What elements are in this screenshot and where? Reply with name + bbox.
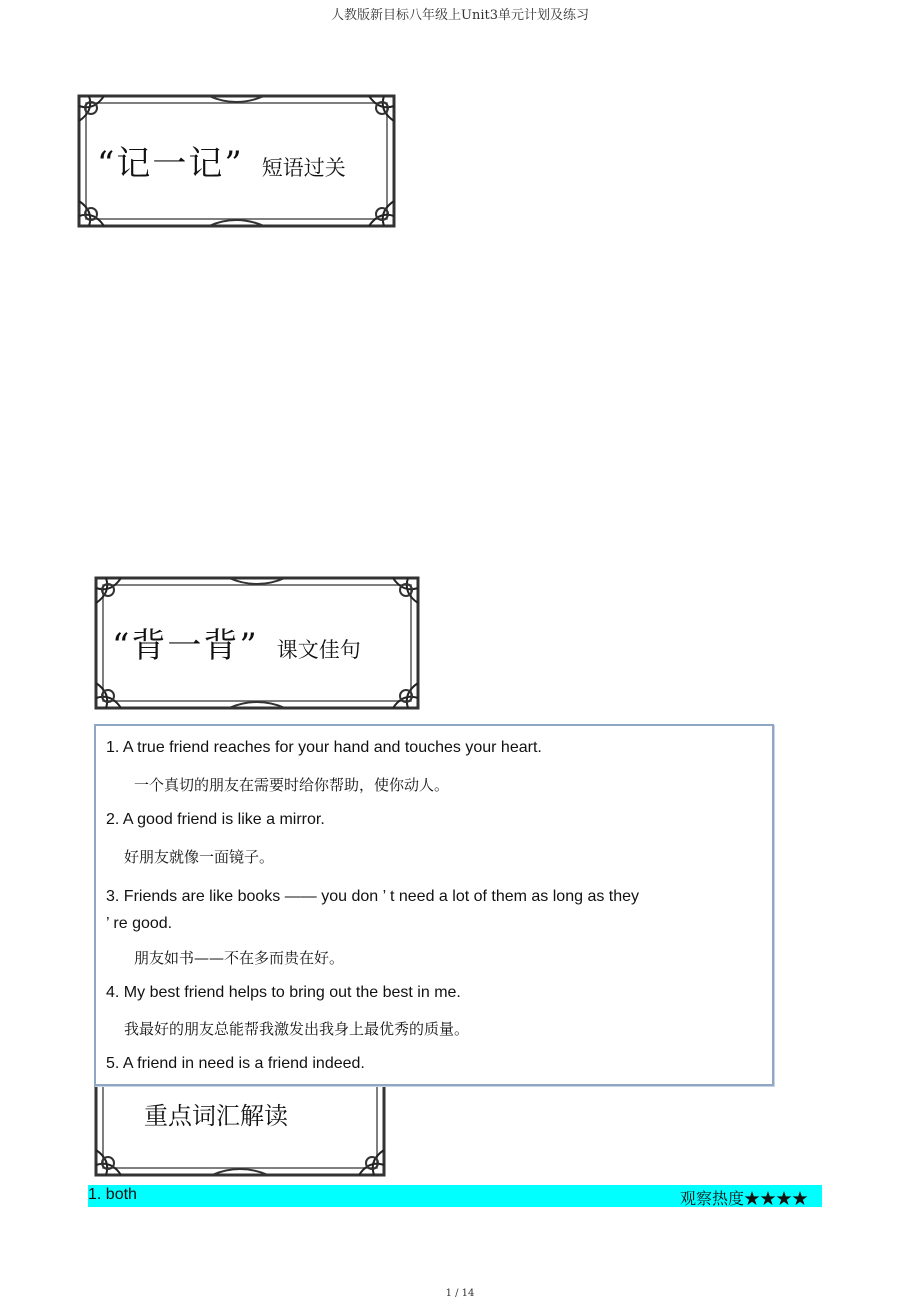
heat-rating: 观察热度★★★★ [679,1189,808,1208]
sentences-box [94,724,774,1086]
page-header: 人教版新目标八年级上Unit3单元计划及练习 [331,8,589,23]
sentence-cn: 一个真切的朋友在需要时给你帮助，使你动人。 [134,776,450,794]
frame-title: 重点词汇解读 [144,1102,288,1130]
sentence-en: 1. A true friend reaches for your hand and touches your heart. [106,739,542,756]
vocab-word: 1. both [88,1186,137,1203]
frame-title [97,136,346,185]
frame-subtitle: 课文佳句 [276,638,361,662]
frame-quote: “背一背” [112,626,259,666]
sentence-en: 2. A good friend is like a mirror. [106,811,325,828]
vocab-heading-bar [88,1185,822,1207]
sentence-cn: 我最好的朋友总能帮我激发出我身上最优秀的质量。 [124,1020,470,1038]
frame-quote: “记一记” [97,144,244,184]
sentence-cn: 朋友如书——不在多而贵在好。 [134,949,345,967]
frame-title [112,618,361,667]
section-frame-phrases [69,86,404,236]
sentence-en: 5. A friend in need is a friend indeed. [106,1055,365,1072]
sentence-cn: 好朋友就像一面镜子。 [124,848,275,866]
sentence-en: 3. Friends are like books —— you don ’ t need a lot of them as long as they [106,888,640,905]
page-number: 1 / 14 [445,1288,475,1299]
sentence-en: 4. My best friend helps to bring out the best in me. [106,984,461,1001]
frame-subtitle: 短语过关 [261,156,346,180]
section-frame-sentences [86,568,428,718]
sentence-en-continued: ’ re good. [106,915,173,932]
